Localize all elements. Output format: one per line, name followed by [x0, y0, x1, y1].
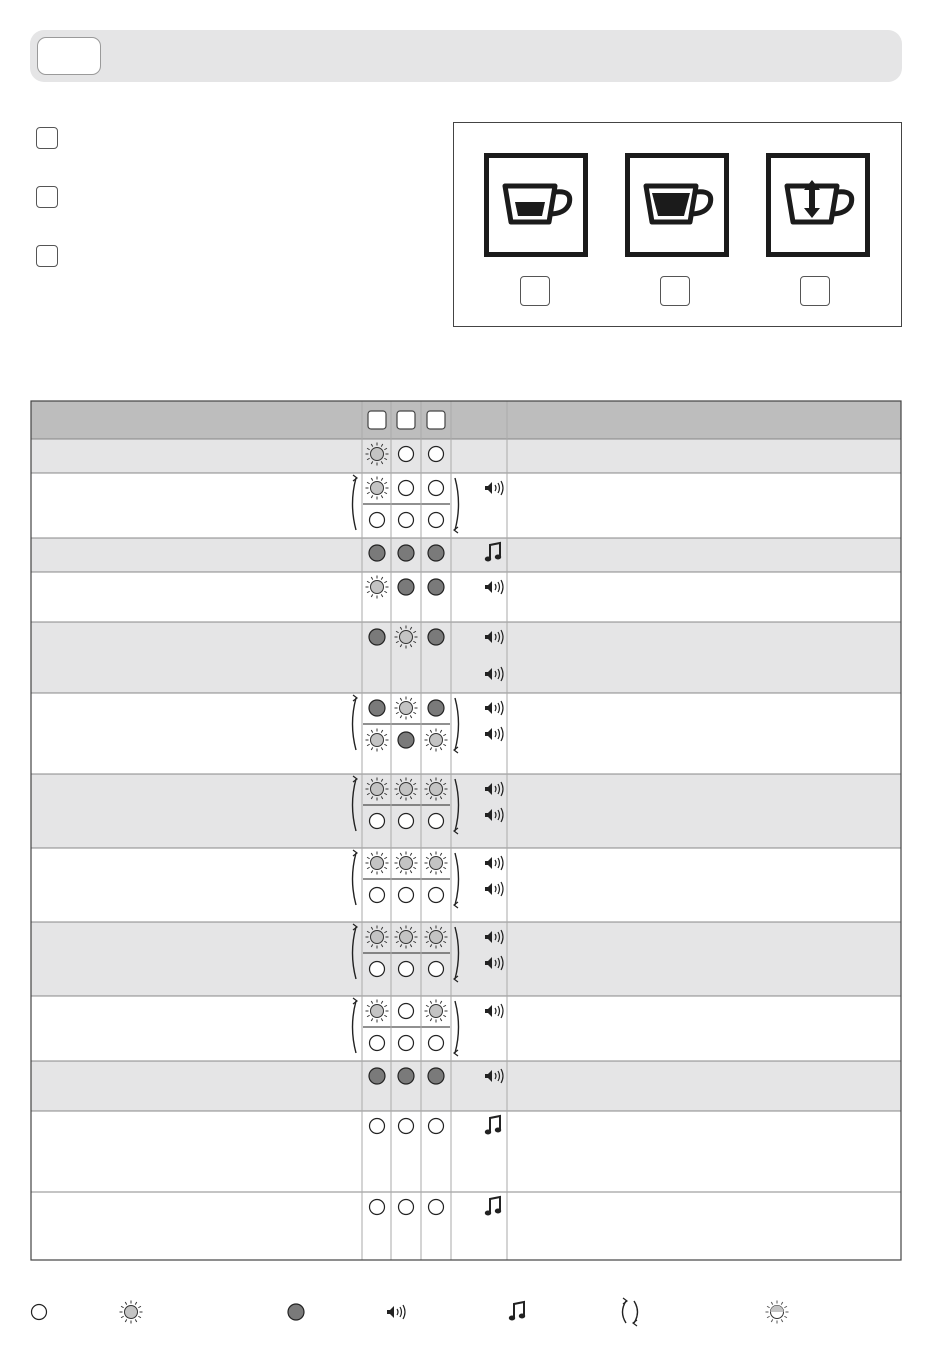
- beep-icon: [387, 1305, 405, 1319]
- led-on-icon: [288, 1304, 304, 1320]
- led-off-icon: [32, 1305, 47, 1320]
- alternate-arrow-right: [634, 1301, 638, 1323]
- led-fading-icon: [766, 1301, 789, 1324]
- melody-icon: [509, 1302, 525, 1321]
- alternate-arrow-left: [623, 1301, 627, 1323]
- led-blinking-icon: [120, 1301, 143, 1324]
- alternating-icon: [623, 1298, 638, 1326]
